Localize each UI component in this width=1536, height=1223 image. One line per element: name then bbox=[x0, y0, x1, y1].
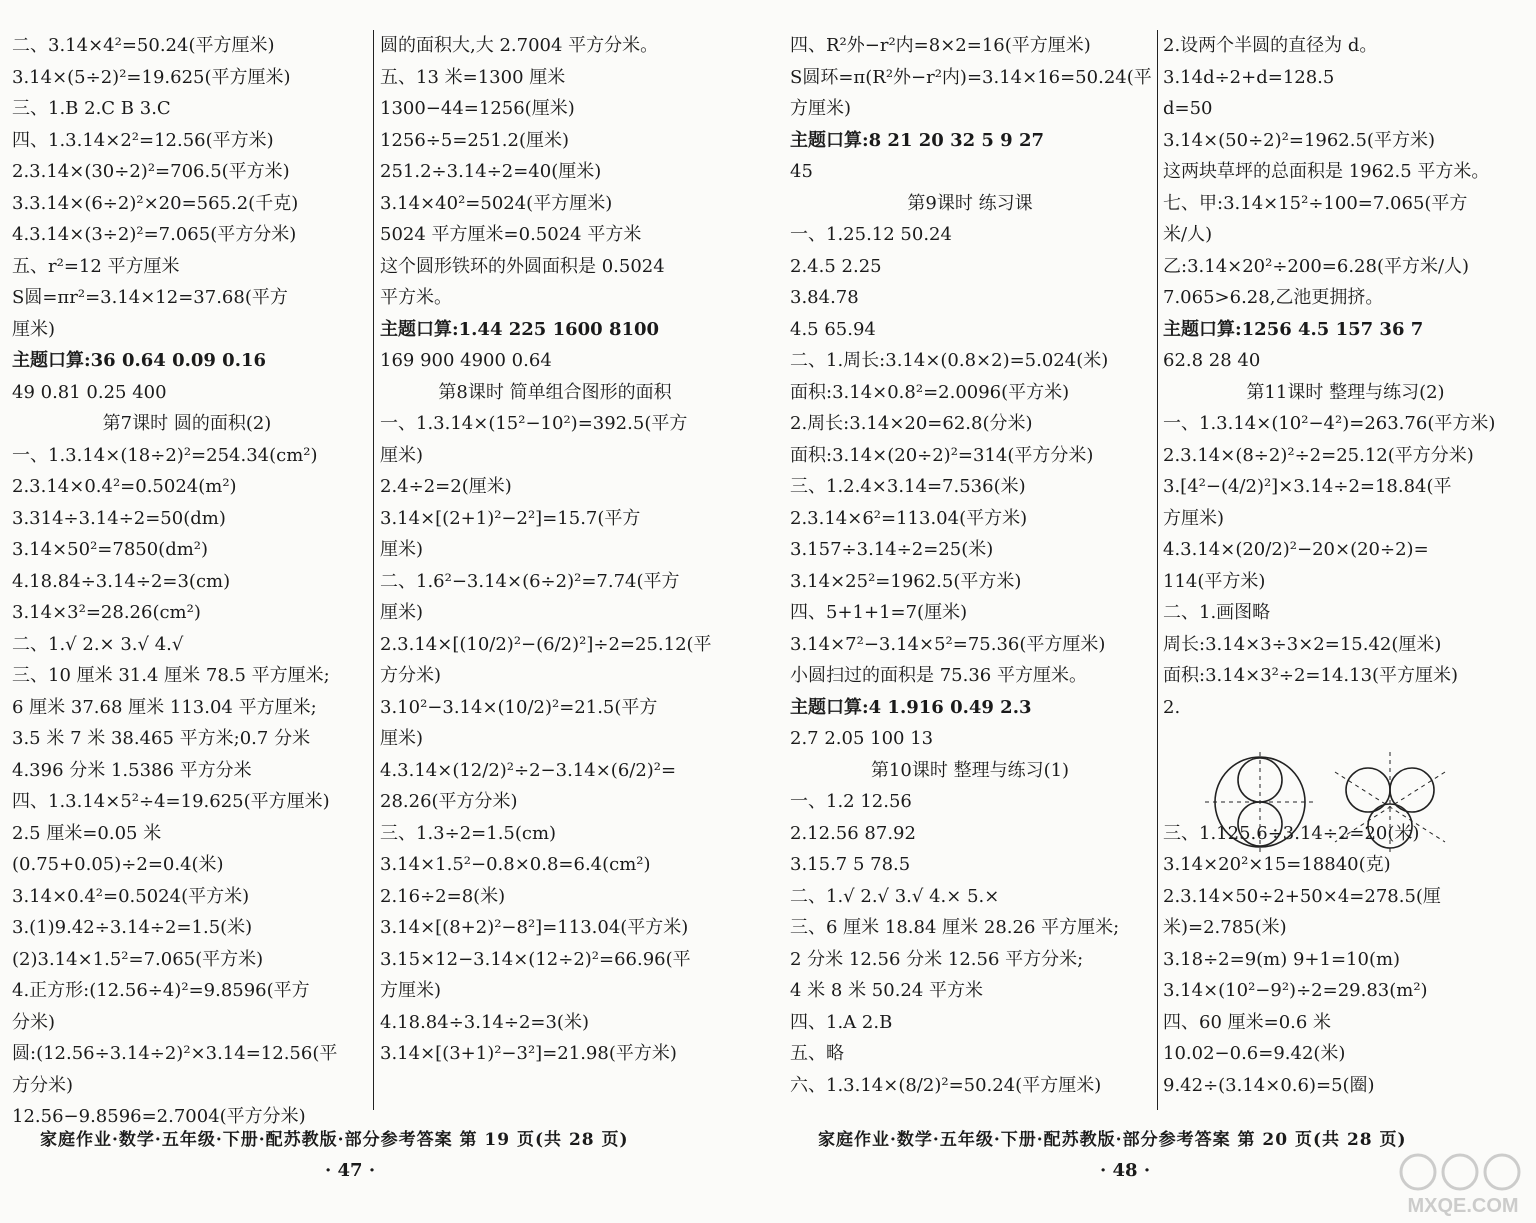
answer-line: 2.16÷2=8(米) bbox=[380, 885, 506, 907]
right-page-footer: 家庭作业·数学·五年级·下册·配苏教版·部分参考答案 第 20 页(共 28 页) bbox=[818, 1130, 1407, 1150]
left-page-column-2 bbox=[380, 30, 730, 1070]
answer-line: 一、1.25.12 50.24 bbox=[790, 224, 952, 245]
answer-line: 3.14×[(3+1)²−3²]=21.98(平方米) bbox=[380, 1043, 677, 1064]
answer-line: 三、1.3÷2=1.5(cm) bbox=[380, 822, 557, 844]
answer-line: 4.正方形:(12.56÷4)²=9.8596(平方 bbox=[12, 980, 310, 1001]
answer-line: 面积:3.14×3²÷2=14.13(平方厘米) bbox=[1163, 665, 1459, 686]
answer-line: 四、5+1+1=7(厘米) bbox=[790, 602, 968, 623]
answer-line: 主题口算:8 21 20 32 5 9 27 bbox=[790, 129, 1045, 151]
answer-line: 3.5 米 7 米 38.465 平方米;0.7 分米 bbox=[12, 728, 311, 749]
answer-line: 3.14×3²=28.26(cm²) bbox=[12, 602, 201, 623]
answer-line: 3.14×(50÷2)²=1962.5(平方米) bbox=[1163, 129, 1435, 151]
answer-line: 厘米) bbox=[380, 728, 424, 749]
answer-line: 7.065>6.28,乙池更拥挤。 bbox=[1163, 287, 1384, 308]
answer-line: 面积:3.14×0.8²=2.0096(平方米) bbox=[790, 381, 1070, 403]
answer-line: 3.14×(5÷2)²=19.625(平方厘米) bbox=[12, 66, 291, 88]
answer-line: 3.157÷3.14÷2=25(米) bbox=[790, 539, 994, 560]
answer-line: 五、13 米=1300 厘米 bbox=[380, 66, 566, 88]
answer-line: 三、1.2.4×3.14=7.536(米) bbox=[790, 476, 1026, 497]
answer-line: 圆的面积大,大 2.7004 平方分米。 bbox=[380, 35, 659, 56]
right-page-number: · 48 · bbox=[1100, 1160, 1151, 1181]
column-divider bbox=[373, 30, 374, 1110]
answer-line: 45 bbox=[790, 161, 813, 182]
answer-line: 五、略 bbox=[790, 1043, 844, 1064]
answer-line: 方分米) bbox=[380, 665, 442, 686]
answer-line: 七、甲:3.14×15²÷100=7.065(平方 bbox=[1163, 192, 1468, 214]
answer-line: 4.3.14×(3÷2)²=7.065(平方分米) bbox=[12, 224, 297, 245]
answer-line: S圆环=π(R²外−r²内)=3.14×16=50.24(平 bbox=[790, 66, 1152, 88]
answer-line: 3.(1)9.42÷3.14÷2=1.5(米) bbox=[12, 917, 253, 938]
answer-line: 3.14×25²=1962.5(平方米) bbox=[790, 570, 1022, 592]
answer-line: S圆=πr²=3.14×12=37.68(平方 bbox=[12, 287, 288, 308]
answer-line: 2.7 2.05 100 13 bbox=[790, 728, 934, 749]
answer-line: 主题口算:1.44 225 1600 8100 bbox=[380, 318, 660, 340]
answer-line: 3.14×20²×15=18840(克) bbox=[1163, 854, 1391, 875]
answer-line: 2 分米 12.56 分米 12.56 平方分米; bbox=[790, 948, 1084, 970]
answer-line: 四、1.A 2.B bbox=[790, 1011, 893, 1033]
answer-line: 1256÷5=251.2(厘米) bbox=[380, 129, 569, 151]
answer-line: 米)=2.785(米) bbox=[1163, 917, 1287, 938]
left-page-column-1 bbox=[12, 30, 362, 1133]
answer-line: 12.56−9.8596=2.7004(平方分米) bbox=[12, 1106, 306, 1127]
diagram-double-circle bbox=[1205, 752, 1315, 852]
right-page-column-1 bbox=[790, 30, 1150, 1101]
answer-line: 一、1.3.14×(10²−4²)=263.76(平方米) bbox=[1163, 413, 1496, 434]
answer-line: 平方米。 bbox=[380, 287, 452, 308]
answer-line: 厘米) bbox=[12, 318, 56, 340]
answer-line: d=50 bbox=[1163, 98, 1213, 119]
svg-text:MXQE.COM: MXQE.COM bbox=[1407, 1195, 1519, 1217]
answer-line: 3.14d÷2+d=128.5 bbox=[1163, 66, 1335, 88]
answer-line: 二、3.14×4²=50.24(平方厘米) bbox=[12, 35, 275, 56]
left-page-footer: 家庭作业·数学·五年级·下册·配苏教版·部分参考答案 第 19 页(共 28 页) bbox=[40, 1130, 629, 1150]
answer-line: 3.14×7²−3.14×5²=75.36(平方厘米) bbox=[790, 633, 1106, 655]
answer-line: 五、r²=12 平方厘米 bbox=[12, 255, 180, 277]
answer-line: 面积:3.14×(20÷2)²=314(平方分米) bbox=[790, 444, 1094, 466]
answer-line: 2.3.14×(30÷2)²=706.5(平方米) bbox=[12, 161, 290, 182]
answer-line: 周长:3.14×3÷3×2=15.42(厘米) bbox=[1163, 633, 1442, 655]
section-title: 第10课时 整理与练习(1) bbox=[870, 759, 1070, 781]
answer-line: 方厘米) bbox=[1163, 507, 1225, 529]
answer-line: 114(平方米) bbox=[1163, 570, 1266, 592]
answer-line: 分米) bbox=[12, 1011, 56, 1033]
answer-line: 厘米) bbox=[380, 602, 424, 623]
answer-line bbox=[1163, 723, 1528, 755]
answer-line: 主题口算:1256 4.5 157 36 7 bbox=[1163, 318, 1424, 340]
answer-line: 2.周长:3.14×20=62.8(分米) bbox=[790, 413, 1033, 434]
answer-line: 3.14×1.5²−0.8×0.8=6.4(cm²) bbox=[380, 854, 651, 875]
answer-line: 厘米) bbox=[380, 539, 424, 560]
answer-line: 3.10²−3.14×(10/2)²=21.5(平方 bbox=[380, 696, 658, 718]
answer-line: 3.84.78 bbox=[790, 287, 859, 308]
answer-line: 3.[4²−(4/2)²]×3.14÷2=18.84(平 bbox=[1163, 476, 1452, 497]
answer-line: 圆:(12.56÷3.14÷2)²×3.14=12.56(平 bbox=[12, 1043, 338, 1064]
section-title: 第9课时 练习课 bbox=[907, 192, 1033, 214]
answer-line: 米/人) bbox=[1163, 224, 1213, 245]
answer-line: 3.18÷2=9(m) 9+1=10(m) bbox=[1163, 948, 1401, 970]
answer-line: 9.42÷(3.14×0.6)=5(圈) bbox=[1163, 1074, 1375, 1096]
answer-line: 四、R²外−r²内=8×2=16(平方厘米) bbox=[790, 35, 1091, 56]
answer-line: 4 米 8 米 50.24 平方米 bbox=[790, 980, 984, 1001]
answer-line: 4.396 分米 1.5386 平方分米 bbox=[12, 759, 252, 781]
answer-line: 四、60 厘米=0.6 米 bbox=[1163, 1011, 1332, 1033]
answer-line: 二、1.周长:3.14×(0.8×2)=5.024(米) bbox=[790, 350, 1109, 371]
circle-diagrams bbox=[1205, 752, 1515, 852]
answer-line: 2.12.56 87.92 bbox=[790, 822, 916, 844]
answer-line: 5024 平方厘米=0.5024 平方米 bbox=[380, 224, 642, 245]
answer-line: 乙:3.14×20²÷200=6.28(平方米/人) bbox=[1163, 255, 1470, 277]
answer-line: 二、1.6²−3.14×(6÷2)²=7.74(平方 bbox=[380, 570, 680, 592]
answer-line: 四、1.3.14×2²=12.56(平方米) bbox=[12, 129, 274, 151]
answer-line: 三、1.125.6÷3.14÷2=20(米) bbox=[1163, 822, 1420, 844]
answer-line: 这两块草坪的总面积是 1962.5 平方米。 bbox=[1163, 161, 1490, 182]
answer-line: 169 900 4900 0.64 bbox=[380, 350, 552, 371]
watermark-logo bbox=[1398, 1150, 1528, 1220]
answer-line: 3.14×50²=7850(dm²) bbox=[12, 539, 209, 560]
answer-line: 2.5 厘米=0.05 米 bbox=[12, 822, 162, 844]
answer-line: 3.14×[(2+1)²−2²]=15.7(平方 bbox=[380, 507, 641, 529]
answer-line: 二、1.画图略 bbox=[1163, 602, 1271, 623]
answer-line: 1300−44=1256(厘米) bbox=[380, 98, 575, 119]
answer-line: 厘米) bbox=[380, 444, 424, 466]
answer-line: 二、1.√ 2.√ 3.√ 4.× 5.× bbox=[790, 885, 1000, 907]
answer-line: 3.14×[(8+2)²−8²]=113.04(平方米) bbox=[380, 917, 689, 938]
answer-line: 4.3.14×(12/2)²÷2−3.14×(6/2)²= bbox=[380, 759, 677, 781]
answer-line: 2.3.14×(8÷2)²÷2=25.12(平方分米) bbox=[1163, 444, 1474, 466]
answer-line: 3.3.14×(6÷2)²×20=565.2(千克) bbox=[12, 192, 299, 214]
answer-line: 四、1.3.14×5²÷4=19.625(平方厘米) bbox=[12, 791, 330, 812]
answer-line: (2)3.14×1.5²=7.065(平方米) bbox=[12, 948, 264, 970]
answer-line: 2.3.14×0.4²=0.5024(m²) bbox=[12, 476, 237, 497]
answer-line: 三、10 厘米 31.4 厘米 78.5 平方厘米; bbox=[12, 665, 330, 686]
answer-line: 主题口算:36 0.64 0.09 0.16 bbox=[12, 350, 267, 371]
diagram-trefoil-circles bbox=[1335, 752, 1445, 852]
answer-line: 主题口算:4 1.916 0.49 2.3 bbox=[790, 696, 1032, 718]
section-title: 第11课时 整理与练习(2) bbox=[1246, 381, 1445, 403]
answer-line: 三、1.B 2.C B 3.C bbox=[12, 98, 171, 119]
left-page-number: · 47 · bbox=[325, 1160, 376, 1181]
answer-line: 49 0.81 0.25 400 bbox=[12, 381, 167, 403]
answer-line: 2. bbox=[1163, 696, 1181, 718]
answer-line: 3.15.7 5 78.5 bbox=[790, 854, 911, 875]
answer-line: 3.314÷3.14÷2=50(dm) bbox=[12, 507, 226, 529]
answer-line: 小圆扫过的面积是 75.36 平方厘米。 bbox=[790, 665, 1087, 686]
answer-line: 方厘米) bbox=[790, 98, 852, 119]
answer-line: (0.75+0.05)÷2=0.4(米) bbox=[12, 854, 224, 875]
answer-line: 六、1.3.14×(8/2)²=50.24(平方厘米) bbox=[790, 1074, 1102, 1096]
answer-line: 62.8 28 40 bbox=[1163, 350, 1261, 371]
answer-line: 3.14×40²=5024(平方厘米) bbox=[380, 192, 613, 214]
right-page-column-2 bbox=[1163, 30, 1528, 1101]
answer-line: 一、1.3.14×(15²−10²)=392.5(平方 bbox=[380, 413, 688, 434]
answer-line: 4.5 65.94 bbox=[790, 318, 876, 340]
column-divider bbox=[1157, 30, 1158, 1110]
answer-line: 三、6 厘米 18.84 厘米 28.26 平方厘米; bbox=[790, 917, 1120, 938]
answer-line: 4.18.84÷3.14÷2=3(cm) bbox=[12, 570, 231, 592]
answer-line: 3.14×(10²−9²)÷2=29.83(m²) bbox=[1163, 980, 1428, 1001]
answer-line: 4.3.14×(20/2)²−20×(20÷2)= bbox=[1163, 539, 1429, 560]
answer-line: 2.3.14×[(10/2)²−(6/2)²]÷2=25.12(平 bbox=[380, 633, 712, 655]
answer-line: 2.3.14×50÷2+50×4=278.5(厘 bbox=[1163, 885, 1441, 907]
answer-line: 4.18.84÷3.14÷2=3(米) bbox=[380, 1011, 589, 1033]
answer-line: 10.02−0.6=9.42(米) bbox=[1163, 1043, 1346, 1064]
answer-line: 二、1.√ 2.× 3.√ 4.√ bbox=[12, 633, 184, 655]
answer-line: 这个圆形铁环的外圆面积是 0.5024 bbox=[380, 255, 665, 277]
section-title: 第8课时 简单组合图形的面积 bbox=[438, 381, 672, 403]
answer-line: 3.14×0.4²=0.5024(平方米) bbox=[12, 885, 250, 907]
answer-line: 2.设两个半圆的直径为 d。 bbox=[1163, 35, 1378, 56]
section-title: 第7课时 圆的面积(2) bbox=[102, 413, 272, 434]
answer-line: 251.2÷3.14÷2=40(厘米) bbox=[380, 161, 602, 182]
answer-line: 一、1.2 12.56 bbox=[790, 791, 912, 812]
answer-line: 6 厘米 37.68 厘米 113.04 平方厘米; bbox=[12, 696, 317, 718]
answer-line: 方厘米) bbox=[380, 980, 442, 1001]
answer-line: 一、1.3.14×(18÷2)²=254.34(cm²) bbox=[12, 444, 318, 466]
answer-line: 2.4.5 2.25 bbox=[790, 255, 882, 277]
answer-line: 28.26(平方分米) bbox=[380, 791, 518, 812]
answer-line: 2.3.14×6²=113.04(平方米) bbox=[790, 507, 1028, 529]
answer-line: 3.15×12−3.14×(12÷2)²=66.96(平 bbox=[380, 948, 691, 970]
answer-line: 方分米) bbox=[12, 1074, 74, 1096]
answer-line: 2.4÷2=2(厘米) bbox=[380, 476, 512, 497]
